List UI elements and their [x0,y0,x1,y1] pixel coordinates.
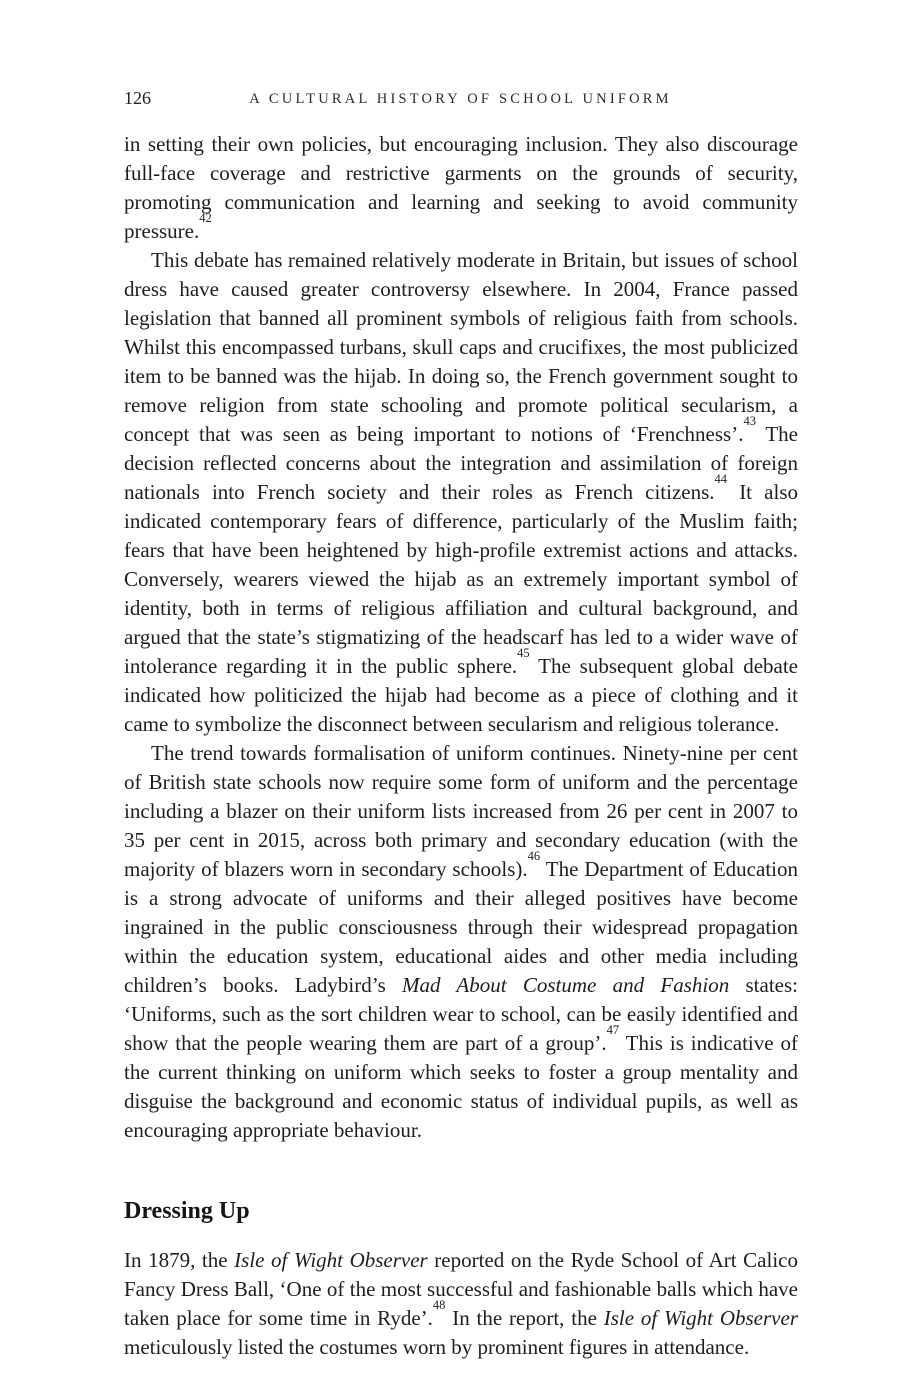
text-run: The trend towards formalisation of uniform continues. Ninety-nine per cent of British state schools now require some form of uniform and the percentage including a blazer on their uniform lists increased from 26 per cent in 2007 to 35 per cent in 2015, across both primary and secondary education (with the majority of blazers worn in secondary schools). [124,741,798,881]
text-run: states: ‘Uniforms, such as the sort children wear to school, can be easily identified and show that the people wearing them are part of a group’. [124,973,798,1055]
text-run: in setting their own policies, but encouraging inclusion. They also discourage full-face coverage and restrictive garments on the grounds of security, promoting communication and learning and seeking to avoid community pressure. [124,132,798,243]
text-run: In the report, the [445,1306,604,1330]
footnote-ref-42: 42 [199,211,212,225]
footnote-ref-47: 47 [606,1023,620,1037]
text-run: It also indicated contemporary fears of difference, particularly of the Muslim faith; fears that have been heightened by high-profile extremist actions and attacks. Conversely, wearers viewed the hijab as an extremely important symbol of identity, both in terms of religious affiliation and cultural background, and argued that the state’s stigmatizing of the headscarf has led to a wider wave of intolerance regarding it in the public sphere. [124,480,799,678]
footnote-ref-44: 44 [714,472,728,486]
text-run: The subsequent global debate indicated how politicized the hijab had become as a piece of clothing and it came to symbolize the disconnect between secularism and religious tolerance. [124,654,798,736]
footnote-ref-46: 46 [527,849,541,863]
footnote-ref-45: 45 [517,646,530,660]
newspaper-title-italic: Isle of Wight Observer [234,1248,428,1272]
newspaper-title-italic: Isle of Wight Observer [603,1306,798,1330]
footnote-ref-48: 48 [432,1298,446,1312]
section-heading: Dressing Up [124,1198,250,1224]
page-body [124,130,798,1362]
text-run: The decision reflected concerns about the integration and assimilation of foreign nationals into French society and their roles as French citizens. [124,422,798,504]
page-number: 126 [124,88,151,108]
paragraph-uniform-trend [124,739,798,1145]
running-title: A CULTURAL HISTORY OF SCHOOL UNIFORM [249,91,672,107]
text-run: In 1879, the [124,1248,235,1272]
text-run: meticulously listed the costumes worn by prominent figures in attendance. [124,1335,750,1359]
paragraph-dressing-up [124,1246,798,1362]
paragraph-continuation [124,130,798,246]
text-run: reported on the Ryde School of Art Calico Fancy Dress Ball, ‘One of the most successful and fashionable balls which have taken place for some time in Ryde’. [124,1248,798,1330]
text-run: This is indicative of the current thinking on uniform which seeks to foster a group mentality and disguise the background and economic status of individual pupils, as well as encouraging appropriate behaviour. [124,1031,798,1142]
text-run: This debate has remained relatively moderate in Britain, but issues of school dress have caused greater controversy elsewhere. In 2004, France passed legislation that banned all prominent symbols of religious faith from schools. Whilst this encompassed turbans, skull caps and crucifixes, the most publicized item to be banned was the hijab. In doing so, the French government sought to remove religion from state schooling and promote political secularism, a concept that was seen as being important to notions of ‘Frenchness’. [124,248,798,446]
book-title-italic: Mad About Costume and Fashion [402,973,730,997]
paragraph-hijab-debate [124,246,798,739]
footnote-ref-43: 43 [743,414,756,428]
text-run: The Department of Education is a strong advocate of uniforms and their alleged positives have become ingrained in the public consciousness through their widespread propagation within the education system, educational aides and other media including children’s books. Ladybird’s [124,857,798,997]
